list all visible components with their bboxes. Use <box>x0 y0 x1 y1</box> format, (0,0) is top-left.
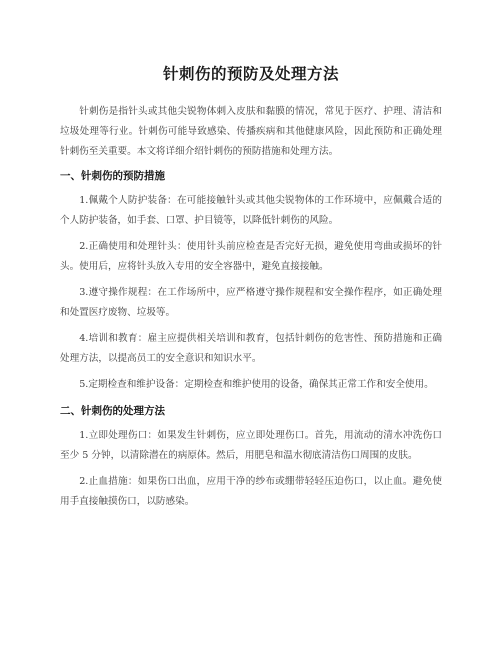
section-heading-prevention: 一、针刺伤的预防措施 <box>60 170 165 182</box>
intro-paragraph: 针刺伤是指针头或其他尖锐物体刺入皮肤和黏膜的情况，常见于医疗、护理、清洁和垃圾处理等行业。针刺伤可能导致感染、传播疾病和其他健康风险，因此预防和正确处理针刺伤至关重要。本文将详细介绍针刺伤的预防措施和处理方法。 <box>60 106 442 157</box>
section-prevention <box>60 168 442 395</box>
prevention-item: 5.定期检查和维护设备：定期检查和维护使用的设备，确保其正常工作和安全使用。 <box>79 379 434 390</box>
treatment-item: 1.立即处理伤口：如果发生针刺伤，应立即处理伤口。首先，用流动的清水冲洗伤口至少 5 分钟，以清除潜在的病原体。然后，用肥皂和温水彻底清洁伤口周围的皮肤。 <box>60 430 442 461</box>
section-treatment <box>60 403 442 512</box>
prevention-item: 4.培训和教育：雇主应提供相关培训和教育，包括针刺伤的危害性、预防措施和正确处理方法，以提高员工的安全意识和知识水平。 <box>60 333 442 364</box>
prevention-item: 1.佩戴个人防护装备：在可能接触针头或其他尖锐物体的工作环境中，应佩戴合适的个人防护装备，如手套、口罩、护目镜等，以降低针刺伤的风险。 <box>60 195 442 226</box>
treatment-item: 2.止血措施：如果伤口出血，应用干净的纱布或绷带轻轻压迫伤口，以止血。避免使用手直接触摸伤口，以防感染。 <box>60 476 442 507</box>
prevention-item: 2.正确使用和处理针头：使用针头前应检查是否完好无损，避免使用弯曲或损坏的针头。使用后，应将针头放入专用的安全容器中，避免直接接触。 <box>60 241 442 272</box>
document-title: 针刺伤的预防及处理方法 <box>162 65 339 83</box>
prevention-item: 3.遵守操作规程：在工作场所中，应严格遵守操作规程和安全操作程序，如正确处理和处置医疗废物、垃圾等。 <box>60 287 442 318</box>
section-heading-treatment: 二、针刺伤的处理方法 <box>60 405 165 417</box>
